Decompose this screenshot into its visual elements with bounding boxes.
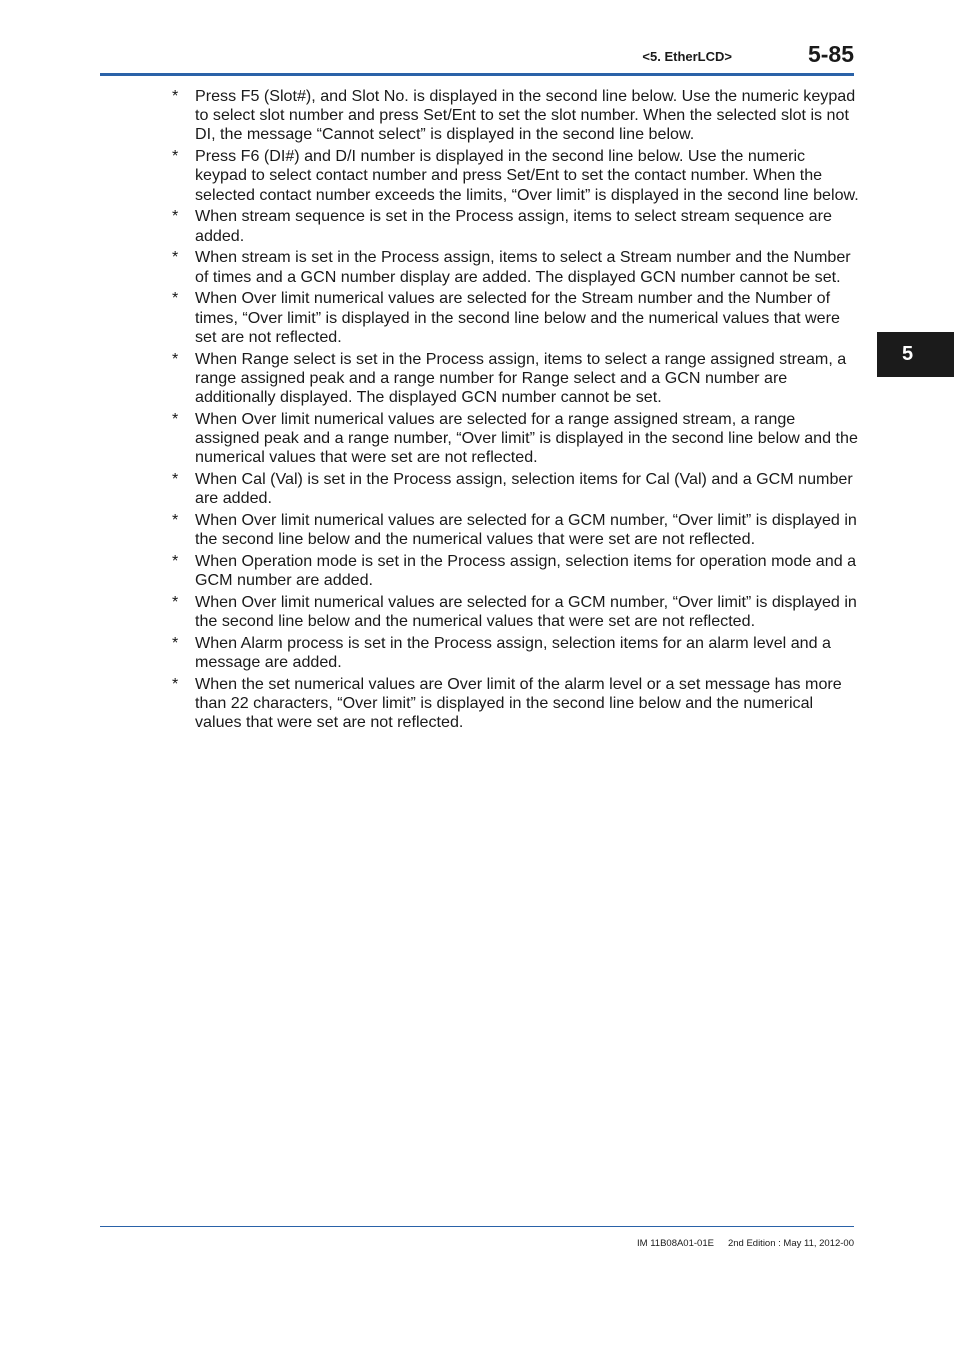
note-item (170, 675, 860, 733)
note-text: Press F6 (DI#) and D/I number is displayed in the second line below. Use the numeric keypad to select contact number and press Set/Ent to set the contact number. When the selected contact number exceeds the limits, “Over limit” is displayed in the second line below. (195, 147, 859, 204)
asterisk-icon: * (172, 552, 179, 571)
asterisk-icon: * (172, 593, 179, 612)
note-text: Press F5 (Slot#), and Slot No. is displayed in the second line below. Use the numeric keypad to select slot number and press Set/Ent to set the slot number. When the selected slot is not DI, the message “Cannot select” is displayed in the second line below. (195, 87, 856, 144)
document-id: IM 11B08A01-01E (637, 1238, 714, 1249)
note-item (170, 147, 860, 205)
asterisk-icon: * (172, 511, 179, 530)
note-text: When the set numerical values are Over limit of the alarm level or a set message has more than 22 characters, “Over limit” is displayed in the second line below and the numerical values that were set are not reflected. (195, 675, 842, 732)
chapter-tab: 5 (877, 332, 954, 377)
header-rule (100, 73, 854, 76)
footer-rule (100, 1226, 854, 1227)
asterisk-icon: * (172, 675, 179, 694)
note-text: When Over limit numerical values are selected for a GCM number, “Over limit” is displayed in the second line below and the numerical values that were set are not reflected. (195, 511, 857, 549)
asterisk-icon: * (172, 470, 179, 489)
page-number: 5-85 (807, 41, 854, 67)
note-item (170, 350, 860, 408)
asterisk-icon: * (172, 147, 179, 166)
note-item (170, 634, 860, 672)
asterisk-icon: * (172, 87, 179, 105)
note-text: When Alarm process is set in the Process assign, selection items for an alarm level and a message are added. (195, 634, 831, 672)
note-text: When stream is set in the Process assign, items to select a Stream number and the Number of times and a GCN number display are added. The displayed GCN number cannot be set. (195, 248, 851, 286)
note-item (170, 289, 860, 347)
note-text: When Over limit numerical values are selected for a GCM number, “Over limit” is displayed in the second line below and the numerical values that were set are not reflected. (195, 593, 857, 631)
edition-info: 2nd Edition : May 11, 2012-00 (727, 1238, 854, 1249)
notes-list (170, 87, 860, 735)
asterisk-icon: * (172, 409, 179, 428)
note-text: When Over limit numerical values are selected for a range assigned stream, a range assigned peak and a range number, “Over limit” is displayed in the second line below and the numerical values that were set are not reflected. (195, 409, 858, 467)
note-text: When Over limit numerical values are selected for the Stream number and the Number of times, “Over limit” is displayed in the second line below and the numerical values that were set are not reflected. (195, 289, 840, 346)
asterisk-icon: * (172, 289, 179, 308)
note-item (170, 248, 860, 286)
note-item (170, 207, 860, 245)
asterisk-icon: * (172, 207, 179, 226)
note-item (170, 470, 860, 508)
running-header-chapter: <5. EtherLCD> (642, 49, 732, 64)
note-item (170, 511, 860, 549)
note-item (170, 593, 860, 631)
note-text: When stream sequence is set in the Process assign, items to select stream sequence are added. (195, 207, 832, 245)
asterisk-icon: * (172, 349, 179, 368)
note-item (170, 87, 860, 145)
note-item (170, 410, 860, 468)
note-text: When Range select is set in the Process assign, items to select a range assigned stream, a range assigned peak and a range number for Range select and a GCN number are additionally displayed. The displayed GCN number cannot be set. (195, 349, 847, 407)
asterisk-icon: * (172, 248, 179, 267)
footer (560, 1238, 854, 1249)
asterisk-icon: * (172, 634, 179, 653)
note-item (170, 552, 860, 590)
note-text: When Operation mode is set in the Process assign, selection items for operation mode and a GCM number are added. (195, 552, 857, 590)
note-text: When Cal (Val) is set in the Process assign, selection items for Cal (Val) and a GCM number are added. (195, 470, 853, 508)
